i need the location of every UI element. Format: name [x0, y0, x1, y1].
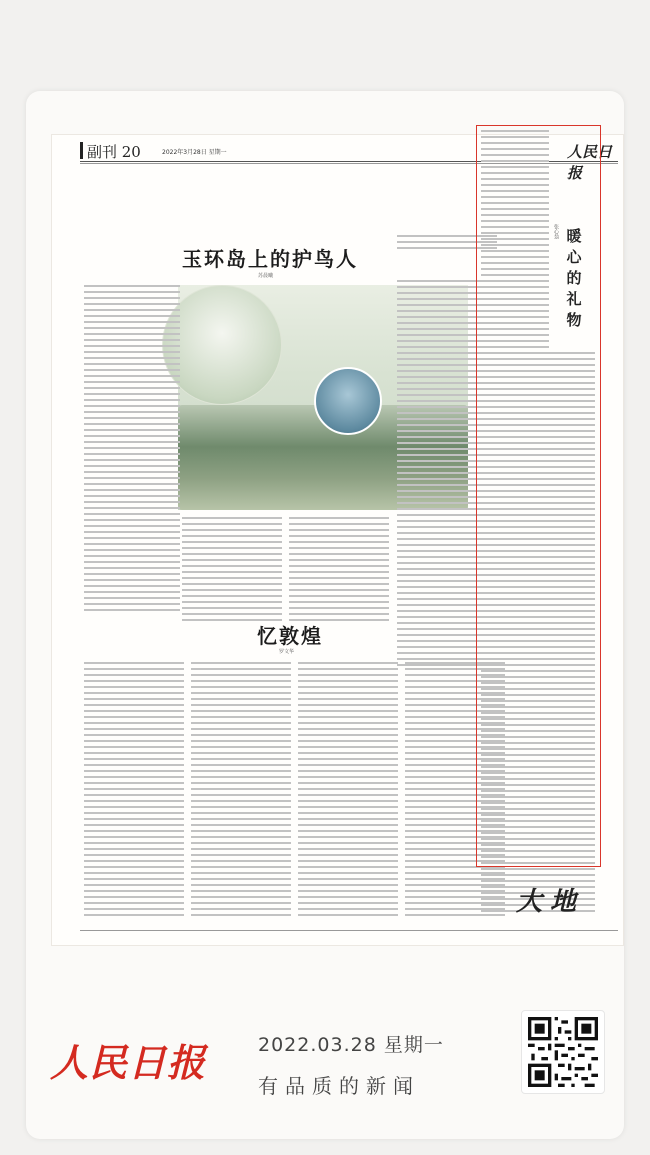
share-card	[26, 91, 624, 1139]
side-title-char: 礼	[566, 290, 582, 308]
side-article-title	[563, 226, 585, 331]
second-article-title: 忆敦煌	[257, 624, 323, 648]
page-label: 副刊 20	[87, 143, 141, 161]
side-title-char: 心	[566, 248, 582, 266]
side-title-char: 的	[566, 269, 582, 287]
side-article-col1	[481, 130, 549, 352]
footer-slogan: 有品质的新闻	[258, 1074, 420, 1098]
brand-logo: 人民日报	[50, 1040, 207, 1085]
page-marker	[80, 142, 83, 159]
side-article-author: 张心翁	[553, 224, 559, 239]
article-title: 玉环岛上的护鸟人	[182, 247, 358, 271]
second-article-col1	[84, 662, 184, 920]
article-body-col1	[84, 285, 180, 615]
article-author: 苏晨曦	[258, 273, 274, 279]
masthead-logo: 人民日报	[567, 143, 613, 182]
page-date: 2022年3月28日 星期一	[162, 149, 227, 156]
side-title-char: 暖	[566, 227, 582, 245]
article-body-col2	[182, 517, 282, 625]
footer-date: 2022.03.28 星期一	[258, 1034, 444, 1056]
kingfisher-photo	[314, 367, 382, 435]
section-name: 大地	[516, 887, 585, 917]
qr-code-icon[interactable]	[521, 1010, 605, 1094]
second-article-col3	[298, 662, 398, 920]
footer-rule	[80, 930, 618, 931]
second-article-author: 罗文华	[279, 649, 295, 655]
side-article-body	[481, 352, 595, 916]
egrets-photo	[162, 285, 282, 405]
side-title-char: 物	[566, 311, 582, 329]
side-article-box	[476, 125, 601, 867]
article-body-col3	[289, 517, 389, 625]
second-article-col2	[191, 662, 291, 920]
